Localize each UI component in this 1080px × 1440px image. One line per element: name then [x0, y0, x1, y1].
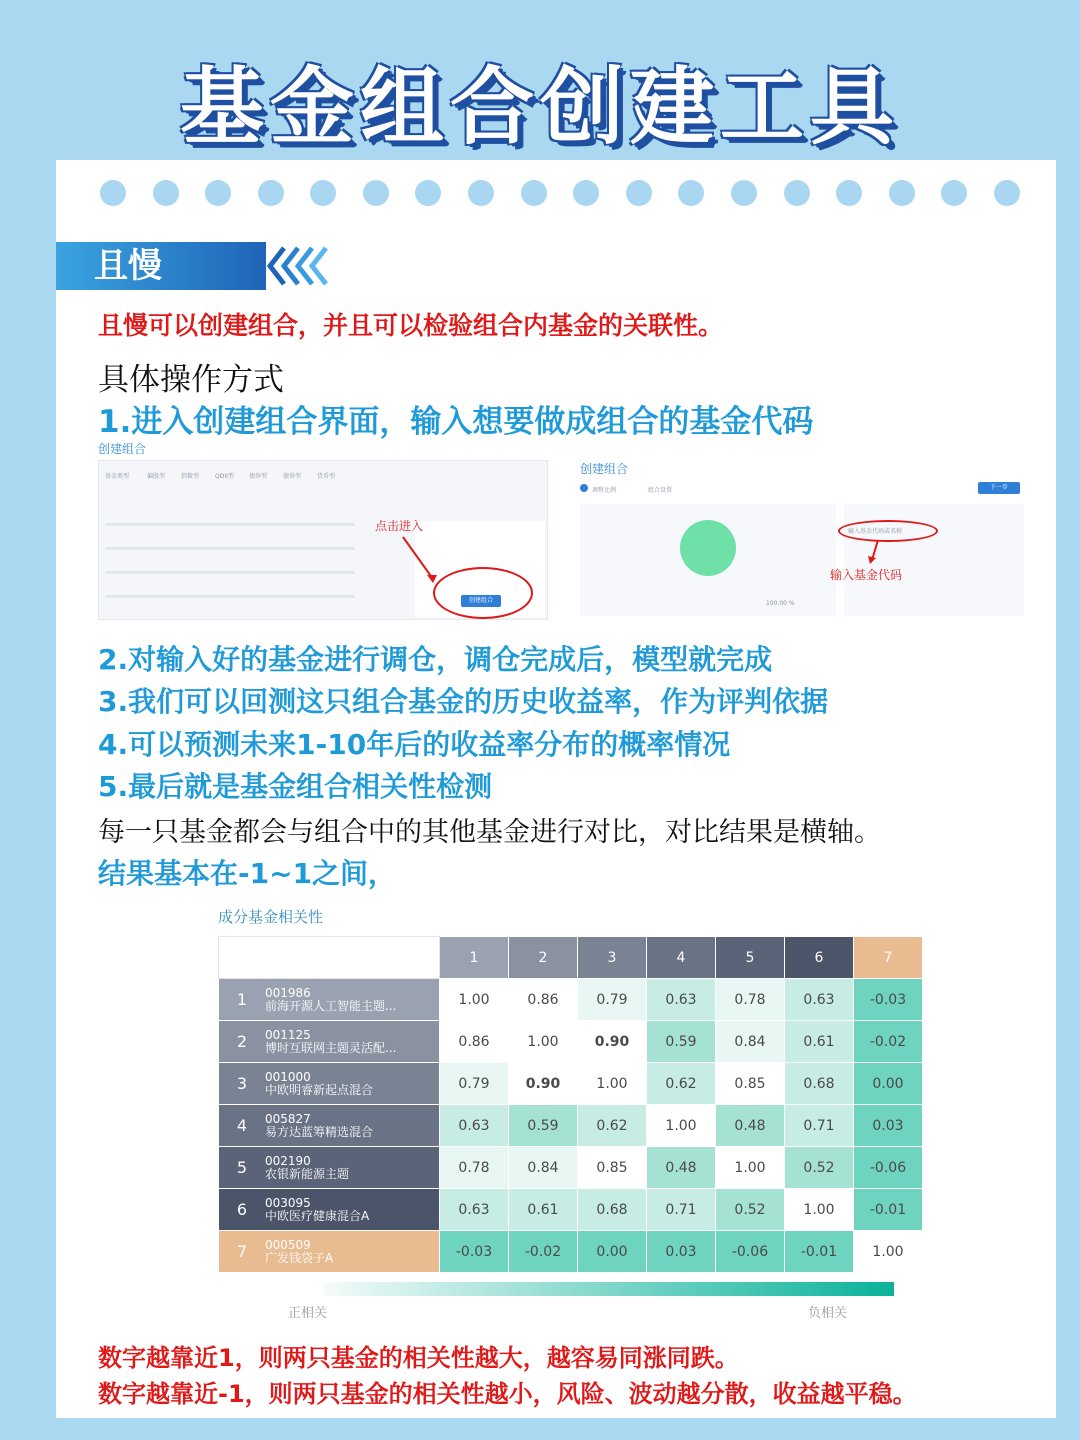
- fund-name: 博时互联网主题灵活配...: [265, 1040, 397, 1055]
- corr-cell: 0.52: [716, 1189, 785, 1231]
- corr-cell: 0.63: [785, 979, 854, 1021]
- step-5: 5.最后就是基金组合相关性检测: [98, 770, 493, 803]
- corr-cell: 1.00: [440, 979, 509, 1021]
- legend-negative: 负相关: [808, 1306, 848, 1321]
- fund-index: 1: [236, 990, 248, 1009]
- pie-chart: [680, 520, 736, 576]
- corr-cell: -0.03: [854, 979, 923, 1021]
- table-row: [219, 1231, 923, 1273]
- intro-text: 且慢可以创建组合，并且可以检验组合内基金的关联性。: [98, 311, 724, 340]
- content-card: [56, 160, 1056, 1418]
- corr-cell: 1.00: [647, 1105, 716, 1147]
- corr-cell: 0.63: [440, 1189, 509, 1231]
- table-row: [219, 1147, 923, 1189]
- fund-label: [219, 1105, 440, 1147]
- fund-index: 2: [236, 1032, 248, 1051]
- corr-cell: 0.59: [647, 1021, 716, 1063]
- fund-code: 001125: [265, 1027, 311, 1042]
- corr-cell: 0.68: [785, 1063, 854, 1105]
- fund-index: 7: [236, 1242, 248, 1261]
- fund-name: 农银新能源主题: [265, 1166, 350, 1181]
- corr-cell: 0.52: [785, 1147, 854, 1189]
- corr-cell: 0.79: [578, 979, 647, 1021]
- corr-cell: 0.48: [716, 1105, 785, 1147]
- conclusion-2: 数字越靠近-1，则两只基金的相关性越小，风险、波动越分散，收益越平稳。: [98, 1380, 917, 1408]
- next-step-button[interactable]: 下一步: [978, 482, 1020, 494]
- corr-cell: 0.00: [578, 1231, 647, 1273]
- fund-code: 002190: [265, 1153, 311, 1168]
- range-note: 结果基本在-1~1之间，: [98, 857, 397, 890]
- corr-cell: 1.00: [578, 1063, 647, 1105]
- corr-cell: 0.90: [578, 1021, 647, 1063]
- screenshots: [98, 442, 1028, 620]
- corr-title: 成分基金相关性: [218, 908, 324, 926]
- corr-cell: 0.85: [578, 1147, 647, 1189]
- corr-cell: -0.01: [785, 1231, 854, 1273]
- compare-note: 每一只基金都会与组合中的其他基金进行对比，对比结果是横轴。: [98, 817, 881, 848]
- correlation-table: [218, 936, 923, 1273]
- corr-cell: 0.62: [647, 1063, 716, 1105]
- corr-cell: 0.71: [647, 1189, 716, 1231]
- corr-cell: 0.03: [854, 1105, 923, 1147]
- corr-cell: 0.62: [578, 1105, 647, 1147]
- corr-cell: 0.03: [647, 1231, 716, 1273]
- fund-index: 6: [236, 1200, 248, 1219]
- section-tag: 且慢: [56, 242, 266, 290]
- step-3: 3.我们可以回测这只组合基金的历史收益率，作为评判依据: [98, 685, 829, 718]
- fund-name: 中欧明睿新起点混合: [265, 1082, 374, 1097]
- corr-cell: 0.86: [509, 979, 578, 1021]
- fund-code: 005827: [265, 1111, 311, 1126]
- legend-positive: 正相关: [288, 1306, 328, 1321]
- corr-cell: -0.01: [854, 1189, 923, 1231]
- fund-label: [219, 1021, 440, 1063]
- create-portfolio-button[interactable]: 创建组合: [461, 595, 501, 607]
- method-heading: 具体操作方式: [98, 362, 284, 398]
- corr-cell: -0.06: [716, 1231, 785, 1273]
- corr-cell: 0.84: [716, 1021, 785, 1063]
- corr-cell: 1.00: [716, 1147, 785, 1189]
- corr-cell: 0.86: [440, 1021, 509, 1063]
- corr-cell: -0.02: [854, 1021, 923, 1063]
- corr-cell: 0.63: [647, 979, 716, 1021]
- fund-name: 前海开源人工智能主题...: [265, 998, 397, 1013]
- corr-cell: 0.68: [578, 1189, 647, 1231]
- corr-cell: -0.06: [854, 1147, 923, 1189]
- fund-label: [219, 979, 440, 1021]
- table-row: [219, 1189, 923, 1231]
- table-row: [219, 1021, 923, 1063]
- corr-cell: 0.84: [509, 1147, 578, 1189]
- fund-label: [219, 1063, 440, 1105]
- header-row: 1 2 3 4 5 6 7: [219, 937, 923, 979]
- corr-cell: 0.79: [440, 1063, 509, 1105]
- conclusion-1: 数字越靠近1，则两只基金的相关性越大，越容易同涨同跌。: [98, 1344, 739, 1372]
- fund-name: 中欧医疗健康混合A: [265, 1208, 370, 1223]
- decorative-dots: [100, 180, 1020, 206]
- fund-code: 000509: [265, 1237, 311, 1252]
- fund-index: 4: [236, 1116, 248, 1135]
- fund-index: 5: [236, 1158, 248, 1177]
- fund-code: 001000: [265, 1069, 311, 1084]
- fund-label: [219, 1147, 440, 1189]
- corr-cell: 0.48: [647, 1147, 716, 1189]
- corr-cell: 0.59: [509, 1105, 578, 1147]
- page-title: 基金组合创建工具: [179, 58, 900, 156]
- corr-cell: -0.02: [509, 1231, 578, 1273]
- fund-code: 003095: [265, 1195, 311, 1210]
- corr-cell: 0.78: [440, 1147, 509, 1189]
- fund-name: 易方达蓝筹精选混合: [265, 1124, 374, 1139]
- input-code-annotation: 输入基金代码: [830, 568, 903, 582]
- fund-name: 广发钱袋子A: [265, 1250, 334, 1265]
- fund-label: [219, 1231, 440, 1273]
- fund-index: 3: [236, 1074, 248, 1093]
- corr-cell: 1.00: [509, 1021, 578, 1063]
- corr-cell: 0.71: [785, 1105, 854, 1147]
- right-screenshot: 创建组合 调整比例 组合设置 下一步 100.00 % 输入基金代码或名称 输入基金代码: [576, 442, 1028, 620]
- fund-label: [219, 1189, 440, 1231]
- left-screenshot: 基金类型 偏股型 指数型 QDII型 债券型 债券型 货币型 点击进入 创建组合: [98, 460, 548, 620]
- corr-cell: 0.90: [509, 1063, 578, 1105]
- corr-cell: 1.00: [854, 1231, 923, 1273]
- corr-cell: 0.61: [785, 1021, 854, 1063]
- table-row: [219, 1063, 923, 1105]
- chevrons-icon: [262, 242, 332, 290]
- corr-cell: 0.85: [716, 1063, 785, 1105]
- corr-cell: 0.63: [440, 1105, 509, 1147]
- step-2: 2.对输入好的基金进行调仓，调仓完成后，模型就完成: [98, 643, 773, 676]
- corr-cell: -0.03: [440, 1231, 509, 1273]
- left-shot-title: 创建组合: [98, 442, 147, 456]
- click-enter-annotation: 点击进入: [375, 519, 424, 533]
- corr-cell: 0.00: [854, 1063, 923, 1105]
- legend-gradient-bar: [324, 1282, 894, 1296]
- corr-cell: 1.00: [785, 1189, 854, 1231]
- corr-cell: 0.61: [509, 1189, 578, 1231]
- fund-code: 001986: [265, 985, 311, 1000]
- step-1: 1.进入创建组合界面，输入想要做成组合的基金代码: [98, 404, 814, 440]
- step-4: 4.可以预测未来1-10年后的收益率分布的概率情况: [98, 728, 731, 761]
- table-row: [219, 979, 923, 1021]
- table-row: [219, 1105, 923, 1147]
- corr-cell: 0.78: [716, 979, 785, 1021]
